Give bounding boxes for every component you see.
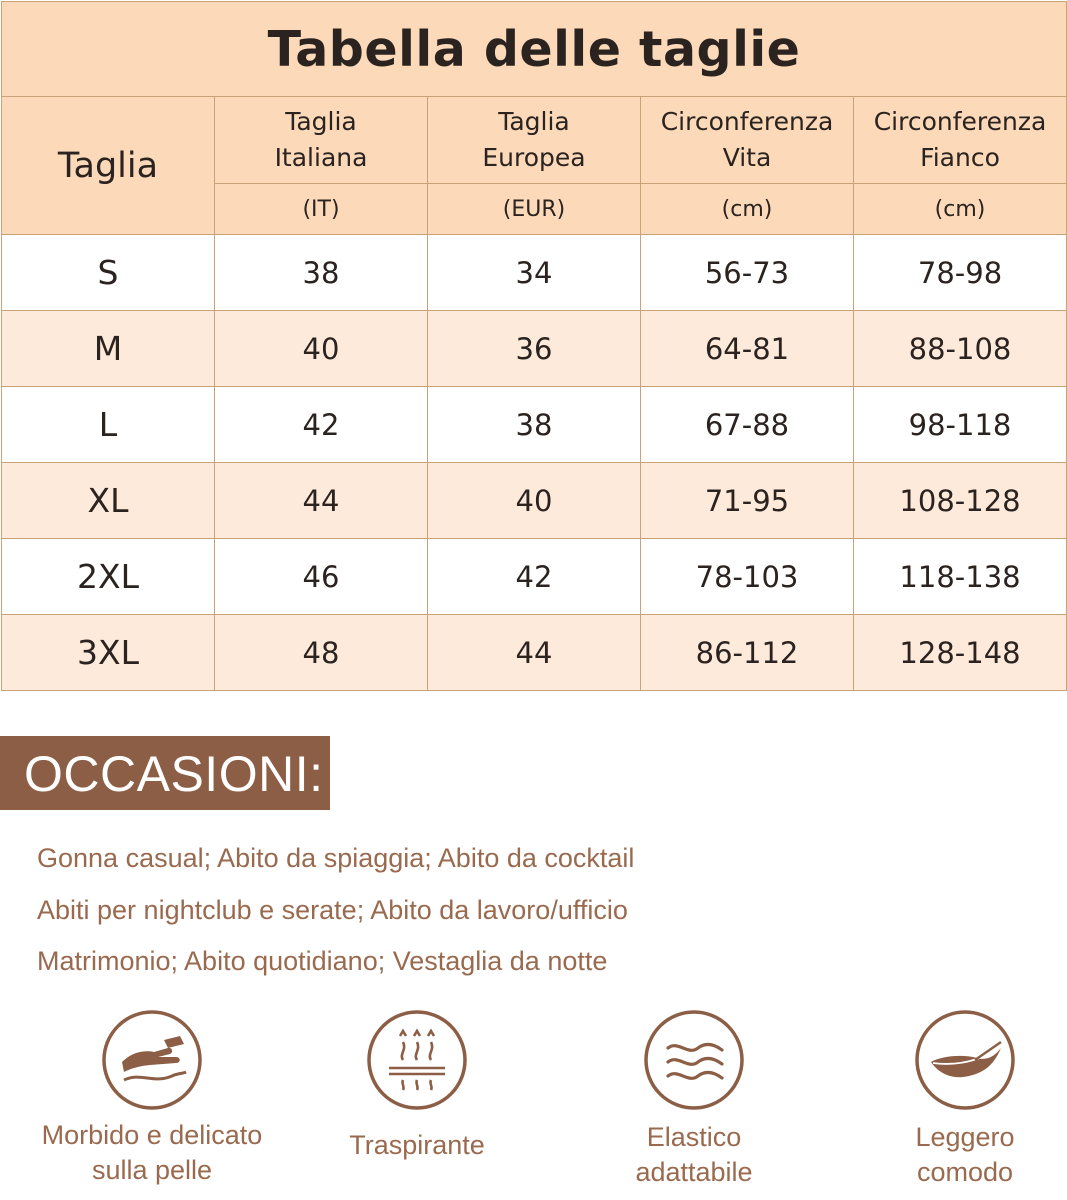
size-cell: 3XL xyxy=(2,615,215,691)
fianco-cell: 108-128 xyxy=(854,463,1067,539)
feature-elastic xyxy=(564,1010,824,1190)
eur-cell: 34 xyxy=(428,235,641,311)
vita-cell: 56-73 xyxy=(641,235,854,311)
eur-cell: 36 xyxy=(428,311,641,387)
occasion-line: Abiti per nightclub e serate; Abito da lavoro/ufficio xyxy=(37,895,628,925)
vita-cell: 67-88 xyxy=(641,387,854,463)
feature-light xyxy=(835,1010,1067,1190)
fianco-cell: 98-118 xyxy=(854,387,1067,463)
feature-label: Elastico adattabile xyxy=(635,1122,753,1187)
col-header-fianco: Circonferenza Fianco xyxy=(854,97,1067,184)
vita-cell: 71-95 xyxy=(641,463,854,539)
size-cell: XL xyxy=(2,463,215,539)
occasion-line: Matrimonio; Abito quotidiano; Vestaglia da notte xyxy=(37,946,608,976)
feature-label: Leggero comodo xyxy=(915,1122,1015,1187)
table-row xyxy=(2,311,1067,387)
table-row xyxy=(2,463,1067,539)
col-header-eur: Taglia Europea xyxy=(428,97,641,184)
breathable-icon xyxy=(367,1010,467,1110)
occasions-heading: OCCASIONI: xyxy=(0,736,330,810)
fianco-cell: 118-138 xyxy=(854,539,1067,615)
unit-it: (IT) xyxy=(215,184,428,235)
eur-cell: 42 xyxy=(428,539,641,615)
occasion-line: Gonna casual; Abito da spiaggia; Abito da cocktail xyxy=(37,843,635,873)
feature-breathable xyxy=(287,1010,547,1163)
it-cell: 40 xyxy=(215,311,428,387)
table-row xyxy=(2,615,1067,691)
vita-cell: 86-112 xyxy=(641,615,854,691)
col-header-vita: Circonferenza Vita xyxy=(641,97,854,184)
size-cell: M xyxy=(2,311,215,387)
it-cell: 42 xyxy=(215,387,428,463)
feature-label: Traspirante xyxy=(349,1130,485,1160)
vita-cell: 64-81 xyxy=(641,311,854,387)
it-cell: 38 xyxy=(215,235,428,311)
eur-cell: 38 xyxy=(428,387,641,463)
unit-vita: (cm) xyxy=(641,184,854,235)
size-cell: L xyxy=(2,387,215,463)
size-header: Taglia xyxy=(2,97,215,235)
it-cell: 46 xyxy=(215,539,428,615)
unit-fianco: (cm) xyxy=(854,184,1067,235)
feature-soft xyxy=(22,1010,282,1188)
hand-touch-icon xyxy=(102,1010,202,1110)
feature-label: Morbido e delicato sulla pelle xyxy=(41,1120,263,1185)
fianco-cell: 88-108 xyxy=(854,311,1067,387)
table-row xyxy=(2,539,1067,615)
it-cell: 44 xyxy=(215,463,428,539)
eur-cell: 40 xyxy=(428,463,641,539)
fianco-cell: 78-98 xyxy=(854,235,1067,311)
feather-icon xyxy=(915,1010,1015,1110)
table-row xyxy=(2,387,1067,463)
it-cell: 48 xyxy=(215,615,428,691)
unit-eur: (EUR) xyxy=(428,184,641,235)
size-table xyxy=(1,1,1067,691)
elastic-waves-icon xyxy=(644,1010,744,1110)
eur-cell: 44 xyxy=(428,615,641,691)
fianco-cell: 128-148 xyxy=(854,615,1067,691)
size-cell: 2XL xyxy=(2,539,215,615)
col-header-it: Taglia Italiana xyxy=(215,97,428,184)
table-title: Tabella delle taglie xyxy=(2,2,1067,97)
vita-cell: 78-103 xyxy=(641,539,854,615)
table-row xyxy=(2,235,1067,311)
size-cell: S xyxy=(2,235,215,311)
